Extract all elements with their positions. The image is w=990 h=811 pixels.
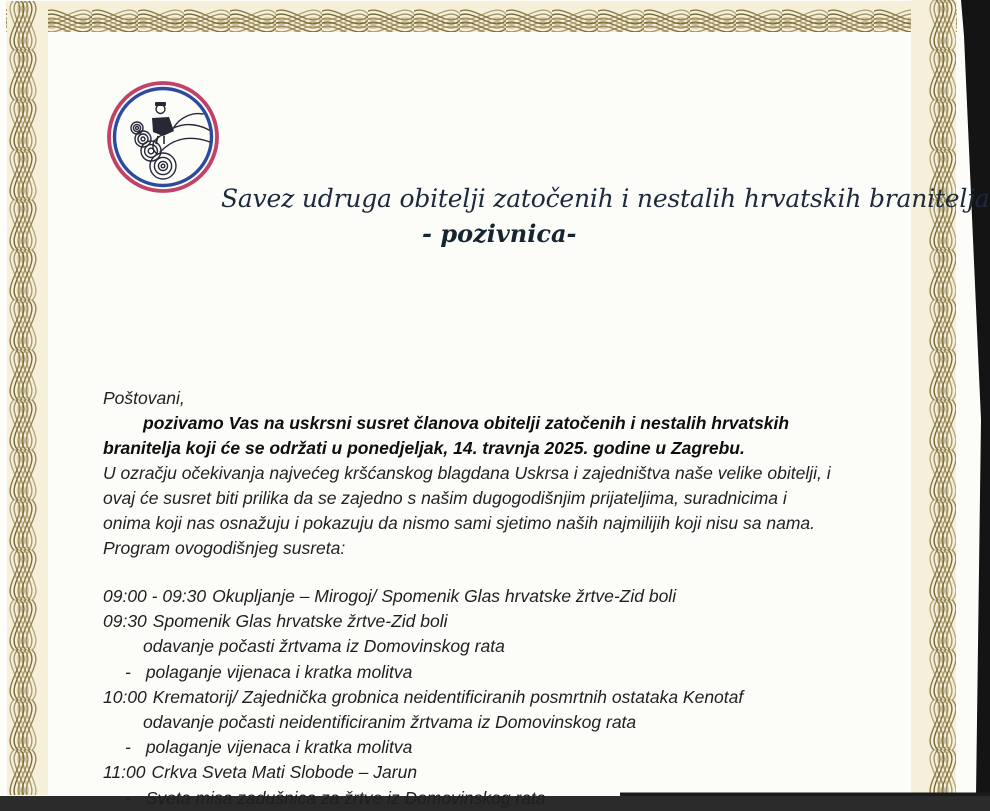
schedule-time: 09:30 [103, 611, 147, 632]
schedule-text: odavanje počasti neidentificiranim žrtvama iz Domovinskog rata [143, 712, 637, 733]
rope-border-right [911, 0, 956, 796]
program-heading: Program ovogodišnjeg susreta: [103, 538, 346, 558]
schedule-row [103, 660, 913, 685]
invitation-sentence-line2: branitelja koji će se održati u ponedjeljak, 14. travnja 2025. godine u Zagrebu. [103, 438, 745, 458]
schedule-text: Okupljanje – Mirogoj/ Spomenik Glas hrvatske žrtve-Zid boli [212, 586, 677, 606]
schedule-time: 09:00 - 09:30 [103, 586, 207, 606]
rope-border-left [7, 1, 48, 795]
invitation-sentence-line1: pozivamo Vas na uskrsni susret članova obitelji zatočenih i nestalih hrvatskih [143, 413, 790, 433]
scan-edge-right [961, 0, 990, 796]
schedule-row [103, 786, 913, 811]
salutation: Poštovani, [103, 388, 185, 408]
schedule-row [103, 710, 913, 735]
schedule-text: odavanje počasti žrtvama iz Domovinskog rata [143, 636, 505, 657]
letter-body [103, 386, 903, 561]
standing-figure-drawing [152, 102, 174, 144]
schedule-text: polaganje vijenaca i kratka molitva [145, 661, 413, 682]
schedule-row [103, 634, 913, 659]
schedule-row [103, 609, 913, 634]
schedule-row [103, 760, 913, 785]
rope-border-top [6, 1, 957, 32]
organization-title: Savez udruga obitelji zatočenih i nestalih hrvatskih branitelja [221, 184, 990, 213]
schedule-time: 11:00 [103, 762, 146, 783]
schedule-time: 10:00 [103, 686, 147, 707]
schedule-bullet: - [125, 737, 131, 758]
schedule-bullet: - [125, 661, 131, 682]
schedule-text: Sveta misa zadušnica za žrtve iz Domovinskog rata [145, 787, 546, 808]
schedule-row [103, 685, 913, 710]
body-paragraph-line1: U ozračju očekivanja najvećeg kršćanskog blagdana Uskrsa i zajedništva naše velike obitelji, i [103, 463, 831, 483]
schedule-bullet: - [125, 787, 131, 808]
schedule-text: Crkva Sveta Mati Slobode – Jarun [151, 762, 418, 783]
schedule-row [103, 584, 913, 609]
schedule-text: Krematorij/ Zajednička grobnica neidentificiranih posmrtnih ostataka Kenotaf [152, 686, 744, 707]
schedule-text: Spomenik Glas hrvatske žrtve-Zid boli [152, 611, 448, 632]
association-logo-icon [106, 80, 220, 194]
schedule-row [103, 735, 913, 760]
program-schedule [103, 584, 913, 811]
schedule-text: polaganje vijenaca i kratka molitva [145, 737, 413, 758]
body-paragraph-line2: ovaj će susret biti prilika da se zajedno s našim dugogodišnjim prijateljima, suradnicima i [103, 488, 787, 508]
body-paragraph-line3: onima koji nas osnažuju i pokazuju da nismo sami sjetimo naših najmilijih koji nisu sa nama. [103, 513, 816, 533]
document-type-label: - pozivnica- [422, 219, 577, 248]
